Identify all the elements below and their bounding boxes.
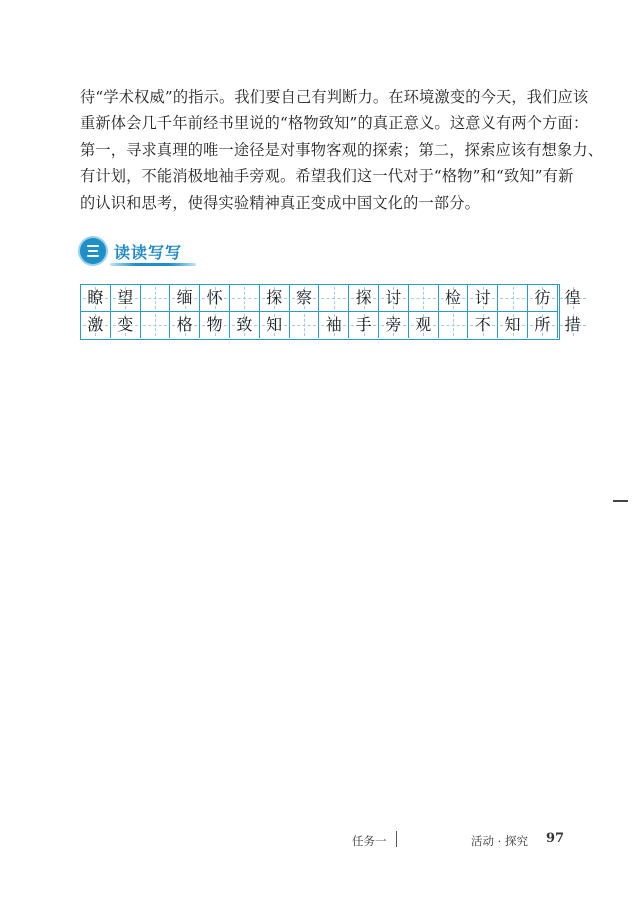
paragraph-line: 重新体会几千年前经书里说的“格物致知”的真正意义。这意义有两个方面： xyxy=(80,114,589,133)
grid-cell xyxy=(319,285,349,311)
grid-cell xyxy=(141,285,171,311)
grid-cell: 瞭 xyxy=(81,285,111,311)
paragraph-line: 有计划，不能消极地袖手旁观。希望我们这一代对于“格物”和“致知”有新 xyxy=(80,167,574,186)
margin-tab-mark xyxy=(613,500,628,502)
grid-cell xyxy=(230,285,260,311)
grid-cell: 变 xyxy=(111,312,141,338)
grid-cell: 物 xyxy=(200,312,230,338)
page-number: 97 xyxy=(546,831,565,846)
paragraph-line: 第一，寻求真理的唯一途径是对事物客观的探索；第二，探索应该有想象力、 xyxy=(80,140,604,159)
grid-cell: 检 xyxy=(439,285,469,311)
grid-cell: 手 xyxy=(349,312,379,338)
grid-cell: 讨 xyxy=(379,285,409,311)
grid-row-1 xyxy=(81,285,581,312)
grid-cell: 讨 xyxy=(468,285,498,311)
section-three-icon xyxy=(80,238,106,264)
grid-cell: 所 xyxy=(528,312,558,338)
paragraph-line: 待“学术权威”的指示。我们要自己有判断力。在环境激变的今天，我们应该 xyxy=(80,88,589,106)
grid-cell: 激 xyxy=(81,312,111,338)
footer-activity-label: 活动 · 探究 xyxy=(471,834,528,848)
grid-cell: 探 xyxy=(260,285,290,311)
grid-cell: 缅 xyxy=(170,285,200,311)
grid-cell xyxy=(290,312,320,338)
grid-cell: 观 xyxy=(409,312,439,338)
grid-cell: 袖 xyxy=(319,312,349,338)
body-paragraph xyxy=(80,84,604,216)
grid-cell: 彷 xyxy=(528,285,558,311)
paragraph-line: 的认识和思考，使得实验精神真正变成中国文化的一部分。 xyxy=(80,193,481,212)
grid-cell: 致 xyxy=(230,312,260,338)
grid-cell xyxy=(439,312,469,338)
grid-cell: 察 xyxy=(290,285,320,311)
grid-cell xyxy=(409,285,439,311)
section-title: 读读写写 xyxy=(114,243,183,262)
grid-row-2 xyxy=(81,312,581,338)
grid-cell: 怀 xyxy=(200,285,230,311)
grid-cell: 知 xyxy=(498,312,528,338)
title-underline xyxy=(110,263,196,266)
grid-cell: 旁 xyxy=(379,312,409,338)
grid-cell: 格 xyxy=(170,312,200,338)
writing-practice-grid xyxy=(80,284,581,340)
footer-divider xyxy=(396,831,397,847)
grid-cell: 探 xyxy=(349,285,379,311)
grid-cell xyxy=(141,312,171,338)
grid-cell xyxy=(498,285,528,311)
grid-cell: 望 xyxy=(111,285,141,311)
footer-task-label: 任务一 xyxy=(352,834,387,848)
grid-cell: 不 xyxy=(468,312,498,338)
grid-cell: 徨 xyxy=(558,285,588,311)
grid-cell: 知 xyxy=(260,312,290,338)
grid-cell: 措 xyxy=(558,312,588,338)
